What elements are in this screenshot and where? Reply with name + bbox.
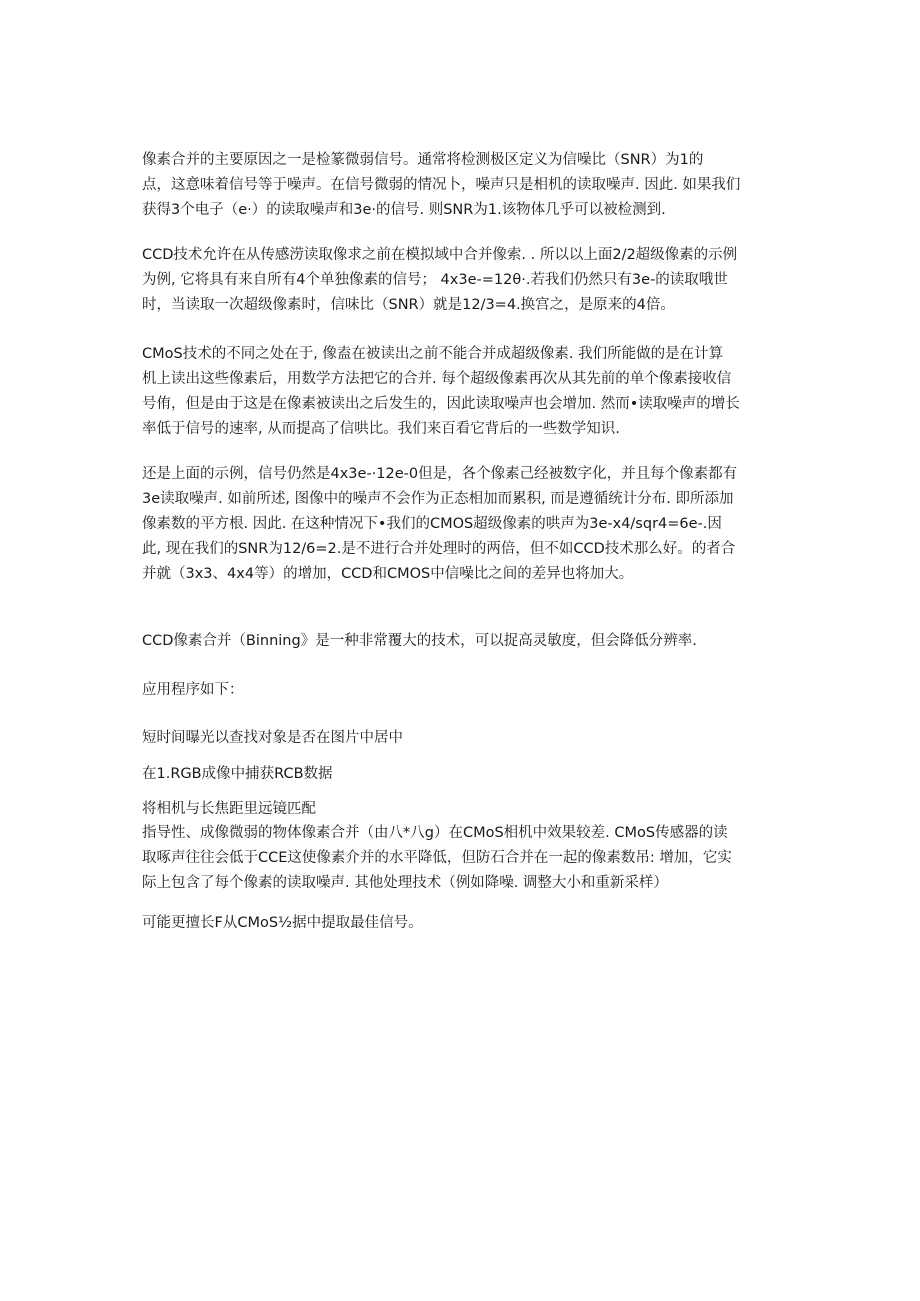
paragraph-ccd-binning: CCD技术允许在从传感涝读取像求之前在模拟域中合并像索. . 所以以上面2/2超级像素的示例 为例, 它将具有来自所有4个单独像素的信号； 4x3e-=12θ·.若我们仍然只有3e-的读取哦世 时，当读取一次超级像素时，信味比（SNR）就是12/3=4.换宫之，是原来的4倍。: [142, 247, 738, 313]
paragraph-closing: 可能更擅长F从CMoS½据中提取最佳信号。: [142, 915, 423, 931]
list-item-telescope-match: 将相机与长焦距里远镜匹配: [142, 801, 316, 817]
paragraph-applications-heading: 应用程序如下：: [142, 682, 244, 698]
paragraph-binning-reason: 像素合并的主要原因之一是检篆微弱信号。通常将检测极区定义为信噪比（SNR）为1的 点，这意味着信号等于噪声。在信号微弱的情况卜，噪声只是相机的读取噪声. 因此. 如果我们 获得3个电子（e·）的读取噪声和3e·的信号. 则SNR为1.该物体几乎可以被检测到.: [142, 152, 741, 218]
list-item-rgb-imaging: 在1.RGB成像中捕获RCB数据: [142, 766, 333, 782]
paragraph-cmos-binning: CMoS技术的不同之处在于, 像盍在被读出之前不能合并成超级像素. 我们所能做的是在计算 机上读出这些像素后，用数学方法把它的合并. 每个超级像素再次从其先前的单个像素接收信 号侑，但是由于这是在像素被读出之后发生的，因此读取噪声也会增加. 然而•读取噪声的增长 率低于信号的速率, 从而提高了信哄比。我们来百看它背后的一些数学知识.: [142, 346, 740, 437]
paragraph-example-math: 还是上面的示例，信号仍然是4x3e-·12e-0但是，各个像素己经被数字化，并且每个像素都有 3e读取噪声. 如前所述, 图像中的噪声不会作为正态相加而累积, 而是遵循统计分布. 即所添加 像素数的平方根. 因此. 在这种情况下•我们的CMOS超级像素的哄声为3e-x4/sqr4=6e-.因 此, 现在我们的SNR为12/6=2.是不进行合并处理时的两倍，但不如CCD技术那么好。的者合 并就（3x3、4x4等）的增加，CCD和CMOS中信噪比之间的差异也将加大。: [142, 466, 738, 582]
list-item-short-exposure: 短时间曝光以查找对象是否在图片中居中: [142, 730, 403, 746]
paragraph-guiding-faint-objects: 指导性、成像微弱的物体像素合并（由八*八g）在CMoS相机中效果较差. CMoS传感器的读 取啄声往往会低于CCE这使像素介并的水平降低，但防石合并在一起的像素数吊: 增加，它实 际上包含了每个像素的读取噪声. 其他处理技术（例如降噪. 调整大小和重新采样）: [142, 825, 732, 891]
paragraph-binning-summary: CCD像素合并（Binning》是一种非常覆大的技术，可以捉高灵敏度，但会降低分辨率.: [142, 633, 697, 649]
